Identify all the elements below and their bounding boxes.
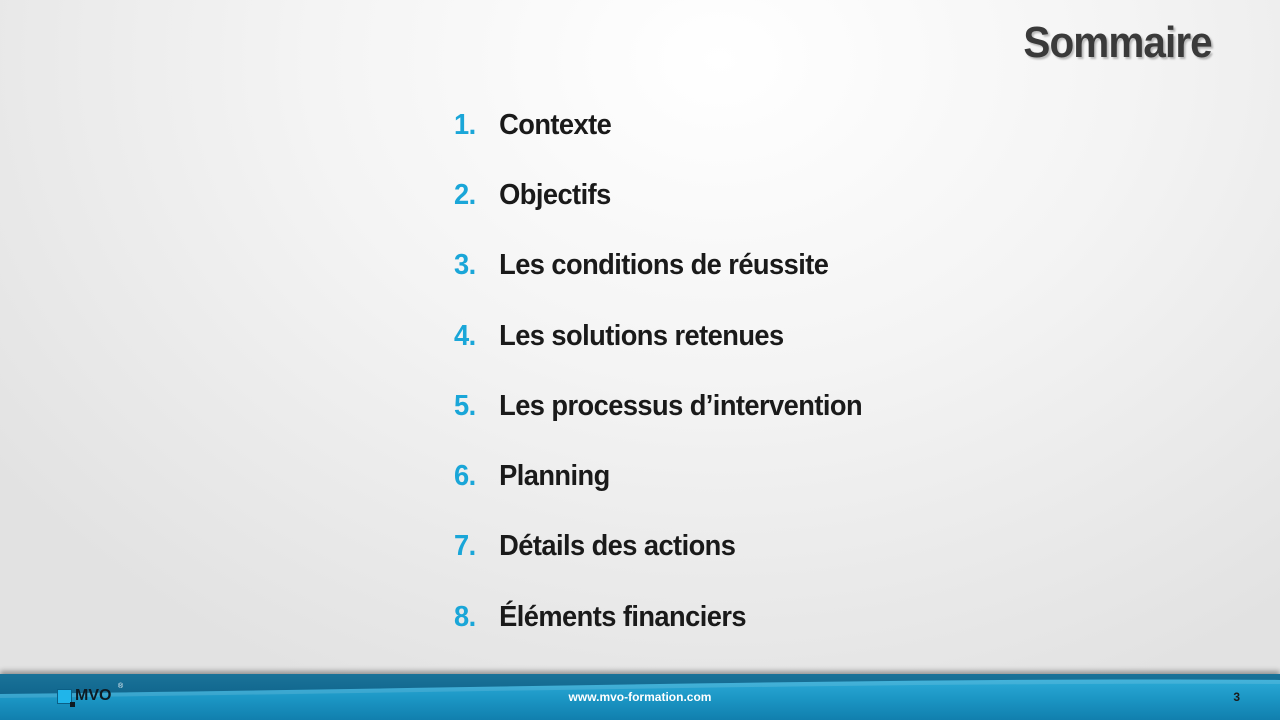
page-number: 3 bbox=[1233, 690, 1240, 704]
toc-item-2 bbox=[454, 160, 862, 230]
footer-website-url: www.mvo-formation.com bbox=[568, 690, 712, 704]
toc-item-number: 2. bbox=[454, 178, 476, 211]
toc-item-1 bbox=[454, 90, 862, 160]
toc-item-8 bbox=[454, 582, 862, 652]
toc-item-label: Éléments financiers bbox=[499, 600, 746, 633]
toc-item-number: 3. bbox=[454, 249, 476, 282]
slide-title: Sommaire bbox=[1023, 18, 1212, 67]
toc-item-6 bbox=[454, 441, 862, 511]
toc-item-number: 5. bbox=[454, 389, 476, 422]
toc-item-number: 4. bbox=[454, 319, 476, 352]
toc-item-4 bbox=[454, 301, 862, 371]
toc-item-5 bbox=[454, 371, 862, 441]
toc-item-label: Les solutions retenues bbox=[499, 319, 784, 352]
toc-item-number: 7. bbox=[454, 530, 476, 563]
toc-item-label: Contexte bbox=[499, 108, 612, 141]
footer-band bbox=[0, 674, 1280, 720]
toc-item-label: Objectifs bbox=[499, 178, 611, 211]
toc-item-number: 6. bbox=[454, 460, 476, 493]
toc-item-number: 8. bbox=[454, 600, 476, 633]
toc-item-label: Les processus d’intervention bbox=[499, 389, 863, 422]
logo-registered-mark: ® bbox=[118, 683, 124, 690]
toc-item-7 bbox=[454, 512, 862, 582]
toc-item-3 bbox=[454, 231, 862, 301]
logo-text: MVO bbox=[75, 687, 112, 704]
toc-item-number: 1. bbox=[454, 108, 476, 141]
toc-item-label: Détails des actions bbox=[499, 530, 736, 563]
toc-item-label: Les conditions de réussite bbox=[499, 249, 829, 282]
table-of-contents bbox=[454, 90, 888, 652]
toc-item-label: Planning bbox=[499, 460, 610, 493]
